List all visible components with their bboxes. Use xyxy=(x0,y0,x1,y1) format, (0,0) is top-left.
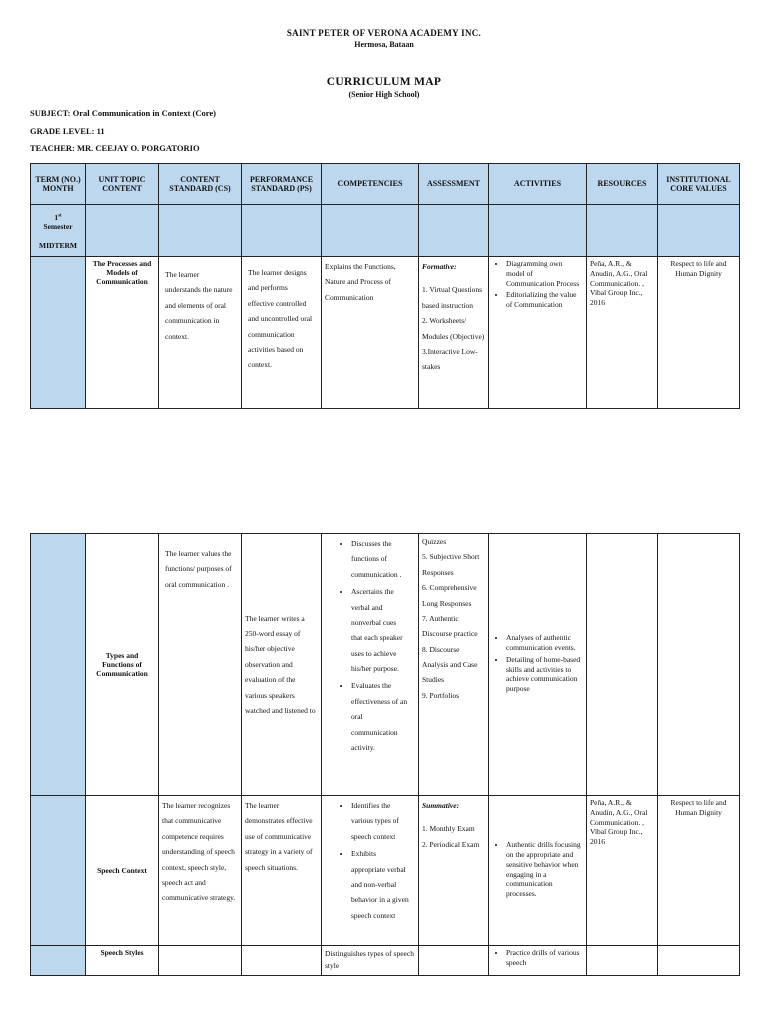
term-blank-cell xyxy=(31,796,86,946)
blank-cell xyxy=(658,205,740,257)
performance-standard-cell: The learner writes a 250-word essay of his/her objective observation and evaluation of the various speakers watched and listened to xyxy=(242,534,322,796)
table-row xyxy=(31,946,740,976)
activity-item: • Detailing of home-based skills and activities to achieve communication purpose xyxy=(506,655,583,694)
col-resources: RESOURCES xyxy=(587,164,658,205)
col-ps: PERFORMANCE STANDARD (PS) xyxy=(242,164,322,205)
content-standard-cell xyxy=(159,534,242,796)
col-unit: UNIT TOPIC CONTENT xyxy=(86,164,159,205)
performance-standard-cell: The learner demonstrates effective use of communicative strategy in a variety of speech situations. xyxy=(242,796,322,946)
header-row xyxy=(31,164,740,205)
school-address: Hermosa, Bataan xyxy=(354,40,414,49)
activities-cell xyxy=(489,796,587,946)
assessment-item: 9. Portfolios xyxy=(422,690,460,700)
term-cell xyxy=(31,205,86,257)
assessment-item: 2. Worksheets/ Modules (Objective) xyxy=(422,316,485,341)
summative-label: Summative: xyxy=(422,801,460,810)
midterm-label: MIDTERM xyxy=(39,241,77,250)
teacher-value: MR. CEEJAY O. PORGATORIO xyxy=(77,143,200,153)
term-blank-cell xyxy=(31,534,86,796)
assessment-item: 6. Comprehensive Long Responses xyxy=(422,583,477,608)
semester-number: 1 xyxy=(54,213,59,222)
competency-item: • Evaluates the effectiveness of an oral communication activity. xyxy=(351,678,409,755)
competency-item: • Ascertains the verbal and nonverbal cues that each speaker uses to achieve his/her purpose. xyxy=(351,584,409,676)
content-standard-text: The learner values the functions/ purposes of oral communication . xyxy=(165,549,232,589)
resources-cell xyxy=(587,946,658,976)
competency-item: • Identifies the various types of speech context xyxy=(351,798,409,844)
blank-cell xyxy=(587,205,658,257)
school-name: SAINT PETER OF VERONA ACADEMY INC. xyxy=(286,28,482,38)
unit-topic-cell: Speech Context xyxy=(86,796,159,946)
term-row xyxy=(31,205,740,257)
competencies-cell xyxy=(322,534,419,796)
blank-cell xyxy=(159,205,242,257)
activity-item: • Editorializing the value of Communication xyxy=(506,290,583,310)
activities-cell xyxy=(489,946,587,976)
assessment-item: 8. Discourse Analysis and Case Studies xyxy=(422,644,478,685)
competency-item: • Discusses the functions of communication . xyxy=(351,536,409,582)
formative-label: Formative: xyxy=(422,262,457,271)
competencies-cell: Distinguishes types of speech style xyxy=(322,946,419,976)
subject-label: SUBJECT: xyxy=(30,108,71,118)
semester-suffix: st xyxy=(58,213,62,219)
grade-line xyxy=(30,126,105,136)
term-blank-cell xyxy=(31,946,86,976)
content-standard-cell xyxy=(159,946,242,976)
teacher-label: TEACHER: xyxy=(30,143,75,153)
grade-label: GRADE LEVEL: xyxy=(30,126,95,136)
content-standard-cell xyxy=(159,257,242,409)
term-blank-cell xyxy=(31,257,86,409)
core-values-cell xyxy=(658,946,740,976)
core-values-cell xyxy=(658,534,740,796)
blank-cell xyxy=(489,205,587,257)
assessment-item: 7. Authentic Discourse practice xyxy=(422,613,478,639)
core-values-cell: Respect to life and Human Dignity xyxy=(658,257,740,409)
content-standard-text: The learner understands the nature and elements of oral communication in context. xyxy=(165,270,233,341)
document-subtitle: (Senior High School) xyxy=(348,90,420,99)
semester-word: Semester xyxy=(43,222,73,231)
assessment-cell xyxy=(419,796,489,946)
grade-value: 11 xyxy=(96,126,105,136)
blank-cell xyxy=(419,205,489,257)
col-core-values: INSTITUTIONAL CORE VALUES xyxy=(658,164,740,205)
subject-line xyxy=(30,108,216,118)
assessment-item: Quizzes xyxy=(422,537,447,546)
unit-topic-cell: Speech Styles xyxy=(86,946,159,976)
col-competencies: COMPETENCIES xyxy=(322,164,419,205)
assessment-cell xyxy=(419,257,489,409)
assessment-item: 1. Virtual Questions based instruction xyxy=(422,285,483,310)
assessment-cell xyxy=(419,946,489,976)
blank-cell xyxy=(322,205,419,257)
curriculum-table-page2 xyxy=(30,533,740,976)
blank-cell xyxy=(86,205,159,257)
performance-standard-cell xyxy=(242,257,322,409)
blank-cell xyxy=(242,205,322,257)
activity-item: • Authentic drills focusing on the appropriate and sensitive behavior when engaging in a communication processes. xyxy=(506,840,583,899)
activity-item: • Diagramming own model of Communication Process xyxy=(506,259,583,288)
activity-item: • Analyses of authentic communication events. xyxy=(506,633,583,653)
activity-item: • Practice drills of various speech xyxy=(506,948,583,968)
resources-cell xyxy=(587,534,658,796)
resources-cell: Peña, A.R., & Anudin, A.G., Oral Communication. , Vibal Group Inc., 2016 xyxy=(587,796,658,946)
teacher-line xyxy=(30,143,200,153)
assessment-item: 1. Monthly Exam xyxy=(422,824,475,834)
table-row xyxy=(31,257,740,409)
col-assessment: ASSESSMENT xyxy=(419,164,489,205)
assessment-cell xyxy=(419,534,489,796)
assessment-item: 5. Subjective Short Responses xyxy=(422,552,480,577)
curriculum-table-page1 xyxy=(30,163,740,409)
unit-topic-cell: Types and Functions of Communication xyxy=(86,534,159,796)
col-term: TERM (NO.) MONTH xyxy=(31,164,86,205)
competency-item: • Exhibits appropriate verbal and non-verbal behavior in a given speech context xyxy=(351,846,409,923)
assessment-item: 2. Periodical Exam xyxy=(422,839,480,849)
activities-cell xyxy=(489,257,587,409)
assessment-item: 3.Interactive Low-stakes xyxy=(422,346,478,372)
content-standard-cell: The learner recognizes that communicative competence requires understanding of speech context, speech style, speech act and communicative strategy. xyxy=(159,796,242,946)
col-activities: ACTIVITIES xyxy=(489,164,587,205)
competencies-cell: Explains the Functions, Nature and Process of Communication xyxy=(322,257,419,409)
unit-topic-cell: The Processes and Models of Communication xyxy=(86,257,159,409)
table-row xyxy=(31,534,740,796)
performance-standard-text: The learner designs and performs effective controlled and uncontrolled oral communication activities based on context. xyxy=(248,268,313,370)
subject-value: Oral Communication in Context (Core) xyxy=(72,108,216,118)
table-row xyxy=(31,796,740,946)
resources-cell: Peña, A.R., & Anudin, A.G., Oral Communication. , Vibal Group Inc., 2016 xyxy=(587,257,658,409)
core-values-cell: Respect to life and Human Dignity xyxy=(658,796,740,946)
competencies-cell xyxy=(322,796,419,946)
performance-standard-cell xyxy=(242,946,322,976)
col-cs: CONTENT STANDARD (CS) xyxy=(159,164,242,205)
document-title: CURRICULUM MAP xyxy=(326,76,442,88)
activities-cell xyxy=(489,534,587,796)
